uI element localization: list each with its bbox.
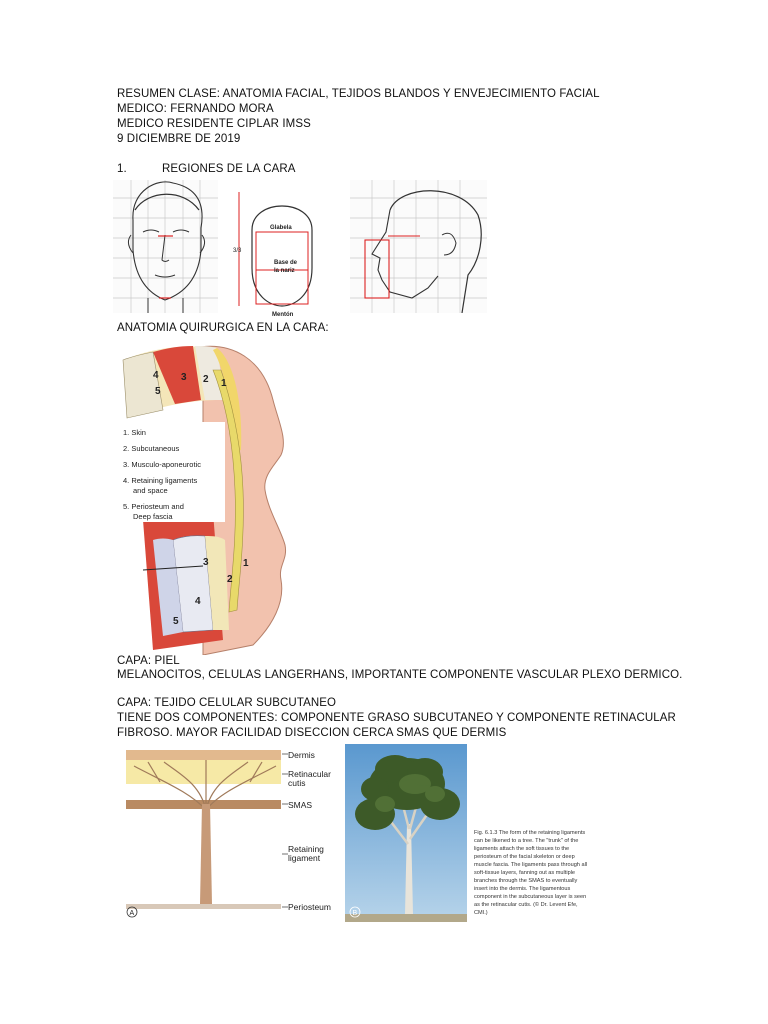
svg-text:B: B bbox=[352, 910, 358, 917]
capa-piel-title: CAPA: PIEL bbox=[117, 655, 180, 667]
svg-text:and space: and space bbox=[133, 486, 168, 495]
svg-text:3/3: 3/3 bbox=[233, 248, 242, 254]
svg-text:CMI.): CMI.) bbox=[474, 910, 488, 916]
section-title: REGIONES DE LA CARA bbox=[162, 163, 296, 175]
retaining-ligament-tree-diagram bbox=[120, 744, 345, 922]
svg-text:component in the subcutaneous: component in the subcutaneous layer is seen bbox=[474, 894, 587, 900]
svg-text:as the retinacular cutis. (© D: as the retinacular cutis. (© Dr. Levent Efe, bbox=[474, 902, 578, 908]
svg-text:Retaining: Retaining bbox=[288, 844, 324, 854]
svg-text:Base de: Base de bbox=[274, 260, 298, 266]
svg-text:2: 2 bbox=[203, 374, 209, 385]
doc-date: 9 DICIEMBRE DE 2019 bbox=[117, 133, 241, 145]
svg-text:insert into the dermis. The li: insert into the dermis. The ligamentous bbox=[474, 886, 571, 892]
svg-text:4: 4 bbox=[153, 370, 159, 381]
svg-text:Glabela: Glabela bbox=[270, 225, 292, 231]
svg-text:4: 4 bbox=[195, 596, 201, 607]
svg-text:cutis: cutis bbox=[288, 778, 306, 788]
face-profile-drawing bbox=[350, 180, 487, 313]
svg-text:1. Skin: 1. Skin bbox=[123, 428, 146, 437]
figure-caption bbox=[474, 826, 624, 926]
svg-text:SMAS: SMAS bbox=[288, 800, 313, 810]
svg-text:1: 1 bbox=[243, 558, 249, 569]
doc-affiliation: MEDICO RESIDENTE CIPLAR IMSS bbox=[117, 118, 311, 130]
svg-text:Periosteum: Periosteum bbox=[288, 902, 331, 912]
face-proportions-diagram bbox=[232, 188, 332, 318]
capa-piel-text: MELANOCITOS, CELULAS LANGERHANS, IMPORTANTE COMPONENTE VASCULAR PLEXO DERMICO. bbox=[117, 669, 683, 681]
capa-subcutaneo-title: CAPA: TEJIDO CELULAR SUBCUTANEO bbox=[117, 697, 337, 709]
svg-text:3: 3 bbox=[203, 557, 209, 568]
svg-text:Retinacular: Retinacular bbox=[288, 769, 331, 779]
svg-text:5: 5 bbox=[155, 386, 161, 397]
svg-text:ligament: ligament bbox=[288, 853, 321, 863]
svg-text:5: 5 bbox=[173, 616, 179, 627]
svg-text:branches through the SMAS to e: branches through the SMAS to eventually bbox=[474, 878, 578, 884]
svg-text:Fig. 6.1.3 The form of the ret: Fig. 6.1.3 The form of the retaining ligaments bbox=[474, 830, 586, 836]
svg-text:2: 2 bbox=[227, 574, 233, 585]
svg-text:Deep fascia: Deep fascia bbox=[133, 512, 173, 521]
svg-text:4. Retaining ligaments: 4. Retaining ligaments bbox=[123, 476, 198, 485]
section-number: 1. bbox=[117, 163, 127, 175]
anatomy-heading: ANATOMIA QUIRURGICA EN LA CARA: bbox=[117, 322, 329, 334]
svg-text:5. Periosteum and: 5. Periosteum and bbox=[123, 502, 184, 511]
doc-author: MEDICO: FERNANDO MORA bbox=[117, 103, 274, 115]
svg-text:soft-tissue layers, fanning ou: soft-tissue layers, fanning out as multiple bbox=[474, 870, 576, 876]
svg-text:3: 3 bbox=[181, 372, 187, 383]
capa-subcutaneo-text-2: FIBROSO. MAYOR FACILIDAD DISECCION CERCA SMAS QUE DERMIS bbox=[117, 727, 507, 739]
svg-text:3. Musculo-aponeurotic: 3. Musculo-aponeurotic bbox=[123, 460, 201, 469]
svg-text:Mentón: Mentón bbox=[272, 312, 294, 318]
svg-text:ligaments attach the soft tiss: ligaments attach the soft tissues to the bbox=[474, 846, 570, 852]
svg-text:muscle fascia. The ligaments p: muscle fascia. The ligaments pass through all bbox=[474, 862, 588, 868]
facial-layers-illustration bbox=[113, 340, 303, 655]
svg-text:la nariz: la nariz bbox=[274, 268, 295, 274]
svg-text:Dermis: Dermis bbox=[288, 750, 315, 760]
svg-text:1: 1 bbox=[221, 378, 227, 389]
svg-text:can be likened to a tree. The: can be likened to a tree. The "trunk" of the bbox=[474, 838, 579, 844]
tree-photo bbox=[345, 744, 467, 922]
capa-subcutaneo-text-1: TIENE DOS COMPONENTES: COMPONENTE GRASO SUBCUTANEO Y COMPONENTE RETINACULAR bbox=[117, 712, 676, 724]
svg-text:2. Subcutaneous: 2. Subcutaneous bbox=[123, 444, 180, 453]
svg-text:A: A bbox=[129, 910, 135, 917]
face-front-drawing bbox=[113, 180, 218, 313]
doc-title: RESUMEN CLASE: ANATOMIA FACIAL, TEJIDOS BLANDOS Y ENVEJECIMIENTO FACIAL bbox=[117, 88, 600, 100]
svg-text:periosteum of the facial skele: periosteum of the facial skeleton or deep bbox=[474, 854, 575, 860]
